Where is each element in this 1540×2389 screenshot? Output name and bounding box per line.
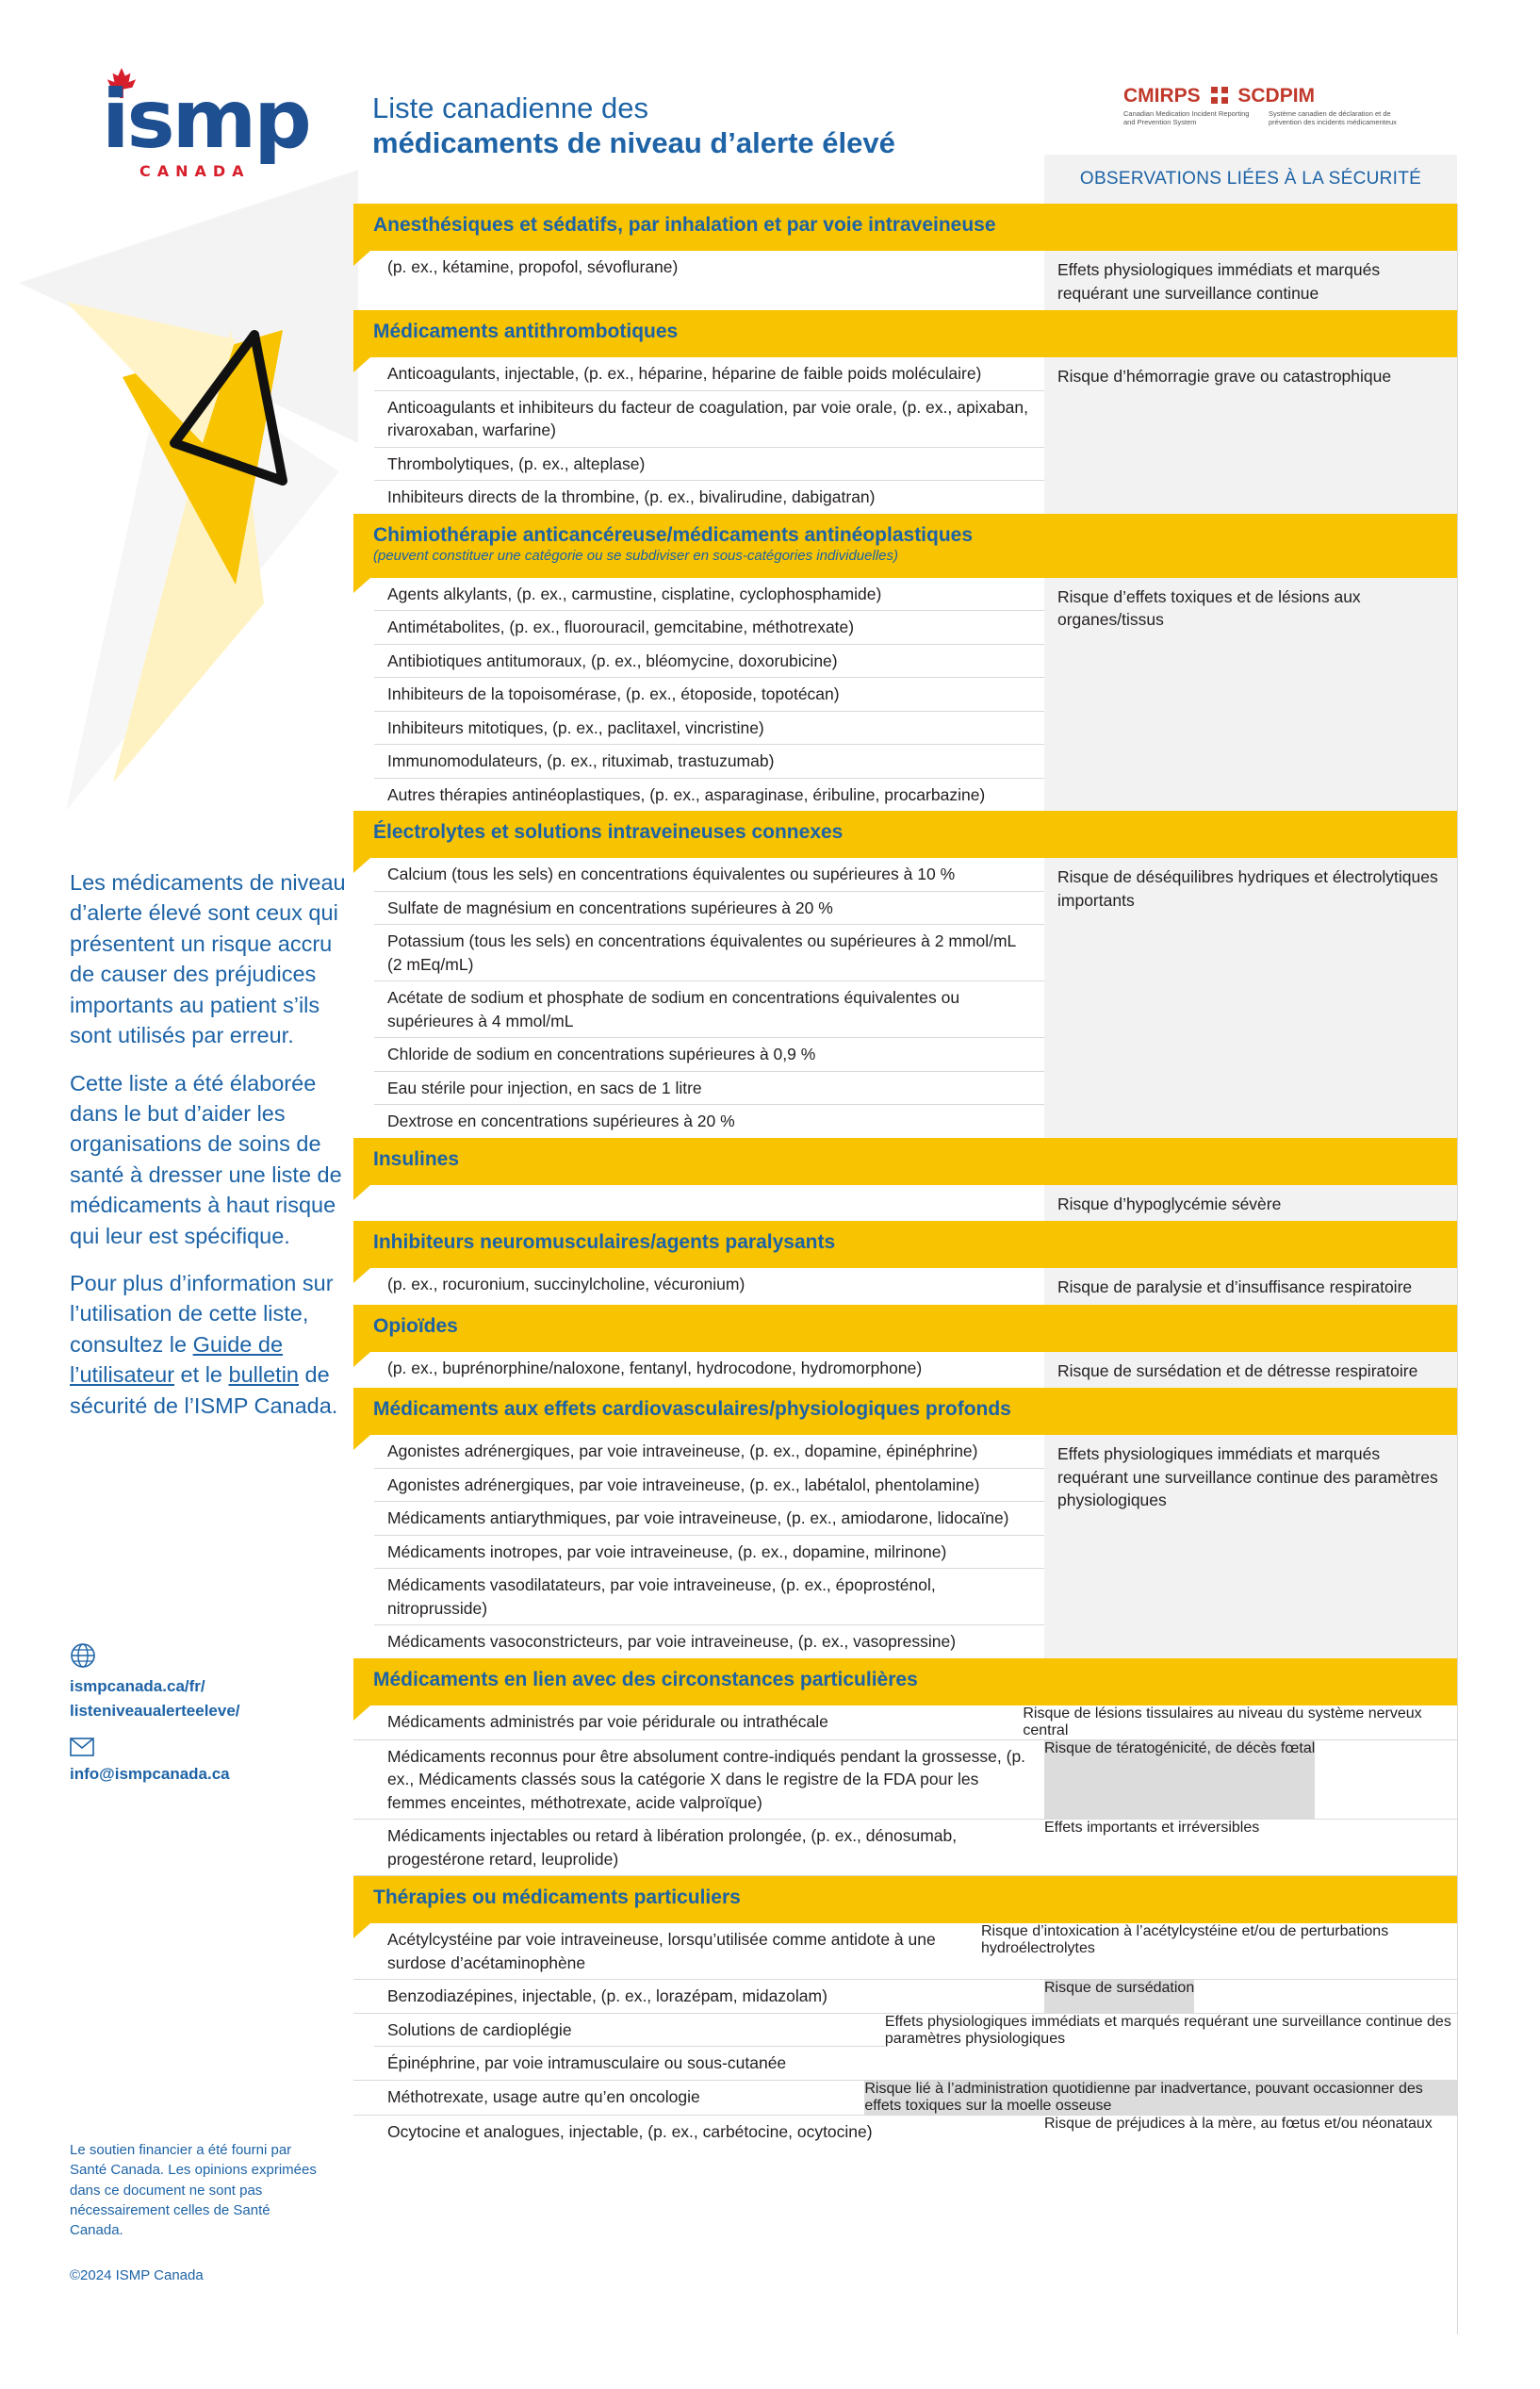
medication-item: Ocytocine et analogues, injectable, (p. ex., carbétocine, ocytocine) xyxy=(387,2121,873,2141)
medication-item: Inhibiteurs de la topoisomérase, (p. ex., étoposide, topotécan) xyxy=(374,678,1044,712)
category-header xyxy=(353,1305,1457,1352)
category-row xyxy=(353,1740,1457,1821)
copyright: ©2024 ISMP Canada xyxy=(70,2267,204,2283)
category-rows xyxy=(353,357,1457,514)
website-link-line-2[interactable]: listeniveaualerteeleve/ xyxy=(70,1702,240,1721)
category-rows xyxy=(353,1268,1457,1305)
safety-observation: Risque de déséquilibres hydriques et électrolytiques importants xyxy=(1044,858,1457,1138)
medication-list xyxy=(353,251,1044,310)
medication-item: Dextrose en concentrations supérieures à 20 % xyxy=(387,1112,735,1130)
page-title xyxy=(372,91,895,160)
safety-observation: Risque d’effets toxiques et de lésions aux organes/tissus xyxy=(1044,578,1457,812)
medication-item: Agents alkylants, (p. ex., carmustine, cisplatine, cyclophosphamide) xyxy=(374,578,1044,612)
medication-item: Anticoagulants et inhibiteurs du facteur de coagulation, par voie orale, (p. ex., apixaban, rivaroxaban, warfarine) xyxy=(374,391,1044,448)
medication-item: Immunomodulateurs, (p. ex., rituximab, trastuzumab) xyxy=(374,745,1044,779)
intro-more-info: Pour plus d’information sur l’utilisation de cette liste, consultez le Guide de l’utilisateur et le bulletin de sécurité de l’ISMP Canada. xyxy=(70,1271,338,1418)
category-rows xyxy=(353,251,1457,310)
category-header xyxy=(353,1138,1457,1185)
high-alert-medications-table xyxy=(353,204,1457,2148)
category-row xyxy=(353,2116,1457,2149)
category-row xyxy=(353,2014,1457,2081)
medication-item: Acétylcystéine par voie intraveineuse, lorsqu’utilisée comme antidote à une surdose d’acétaminophène xyxy=(387,1930,936,1972)
medication-item: Agonistes adrénergiques, par voie intraveineuse, (p. ex., labétalol, phentolamine) xyxy=(374,1469,1044,1503)
category-title: Thérapies ou médicaments particuliers xyxy=(373,1886,741,1908)
medication-list xyxy=(353,357,1044,514)
category-title: Inhibiteurs neuromusculaires/agents paralysants xyxy=(373,1231,836,1253)
medication-item xyxy=(374,1185,1044,1216)
category-header xyxy=(353,310,1457,357)
globe-icon xyxy=(70,1642,96,1669)
medication-list xyxy=(353,1820,1044,1875)
medication-item: Épinéphrine, par voie intramusculaire ou sous-cutanée xyxy=(387,2053,787,2072)
medication-item: Sulfate de magnésium en concentrations supérieures à 20 % xyxy=(374,892,1044,926)
medication-item: Médicaments injectables ou retard à libération prolongée, (p. ex., dénosumab, progestérone retard, leuprolide) xyxy=(387,1826,958,1869)
category-rows xyxy=(353,1185,1457,1222)
category-subtitle: (peuvent constituer une catégorie ou se subdiviser en sous-catégories individuelles) xyxy=(373,547,898,564)
safety-observation: Risque de tératogénicité, de décès fœtal xyxy=(1044,1740,1315,1820)
medication-item: Agonistes adrénergiques, par voie intraveineuse, (p. ex., dopamine, épinéphrine) xyxy=(374,1435,1044,1469)
category-title: Médicaments en lien avec des circonstances particulières xyxy=(373,1668,918,1690)
safety-observation: Risque d’hémorragie grave ou catastrophique xyxy=(1044,357,1457,514)
safety-observation: Risque de sursédation xyxy=(1044,1980,1194,2013)
category-rows xyxy=(353,578,1457,812)
safety-observation: Risque de sursédation et de détresse respiratoire xyxy=(1044,1352,1457,1389)
medication-item: Solutions de cardioplégie xyxy=(374,2014,885,2048)
safety-observation: Risque d’intoxication à l’acétylcystéine et/ou de perturbations hydroélectrolytes xyxy=(981,1923,1457,1979)
title-line-1: Liste canadienne des xyxy=(372,91,649,124)
category-rows xyxy=(353,1435,1457,1658)
safety-observation: Effets physiologiques immédiats et marqués requérant une surveillance continue des paramètres physiologiques xyxy=(1044,1435,1457,1658)
category-header xyxy=(353,204,1457,251)
logo-wordmark: ismp xyxy=(102,73,309,167)
medication-item: Médicaments antiarythmiques, par voie intraveineuse, (p. ex., amiodarone, lidocaïne) xyxy=(374,1502,1044,1536)
website-link-line-1[interactable]: ismpcanada.ca/fr/ xyxy=(70,1677,205,1695)
safety-observation: Risque de paralysie et d’insuffisance respiratoire xyxy=(1044,1268,1457,1305)
observations-column-header: OBSERVATIONS LIÉES À LA SÉCURITÉ xyxy=(1044,155,1457,204)
medication-item: Méthotrexate, usage autre qu’en oncologie xyxy=(387,2086,700,2106)
medication-list xyxy=(353,1268,1044,1305)
medication-list xyxy=(353,1352,1044,1389)
category-notch xyxy=(353,1705,370,1721)
category-header xyxy=(353,1658,1457,1705)
medication-list xyxy=(353,1740,1044,1820)
category-row xyxy=(353,1820,1457,1876)
category-header xyxy=(353,1876,1457,1923)
category-title: Anesthésiques et sédatifs, par inhalation et par voie intraveineuse xyxy=(373,214,996,236)
category-header xyxy=(353,514,1457,578)
medication-item: Eau stérile pour injection, en sacs de 1 litre xyxy=(374,1072,1044,1106)
medication-list xyxy=(353,2081,864,2115)
category-row xyxy=(353,2081,1457,2116)
medication-item: Calcium (tous les sels) en concentrations équivalentes ou supérieures à 10 % xyxy=(374,858,1044,892)
category-title: Opioïdes xyxy=(373,1314,458,1337)
medication-item: Médicaments administrés par voie péridurale ou intrathécale xyxy=(387,1711,828,1731)
medication-item: (p. ex., rocuronium, succinylcholine, vécuronium) xyxy=(387,1275,745,1293)
category-row xyxy=(353,1980,1457,2014)
title-line-2: médicaments de niveau d’alerte élevé xyxy=(372,126,895,160)
medication-item: Médicaments reconnus pour être absolument contre-indiqués pendant la grossesse, (p. ex., Médicaments classés sous la catégorie X dans le registre de la FDA pour les femmes enceintes, méthotrexate, acide valproïque) xyxy=(387,1746,1026,1812)
medication-item: (p. ex., buprénorphine/naloxone, fentanyl, hydrocodone, hydromorphone) xyxy=(387,1358,923,1377)
safety-observation: Effets importants et irréversibles xyxy=(1044,1820,1259,1875)
medication-item: Antimétabolites, (p. ex., fluorouracil, gemcitabine, méthotrexate) xyxy=(374,611,1044,645)
medication-item: Inhibiteurs directs de la thrombine, (p. ex., bivalirudine, dabigatran) xyxy=(387,487,876,506)
medication-item: Potassium (tous les sels) en concentrations équivalentes ou supérieures à 2 mmol/mL (2 mEq/mL) xyxy=(374,925,1044,981)
safety-observation: Risque de préjudices à la mère, au fœtus et/ou néonataux xyxy=(1044,2116,1433,2149)
bulletin-link[interactable]: bulletin xyxy=(228,1362,299,1388)
medication-list xyxy=(353,1980,1044,2013)
cmirps-label: CMIRPS xyxy=(1123,85,1201,107)
medication-list xyxy=(353,1435,1044,1658)
medication-item: (p. ex., kétamine, propofol, sévoflurane) xyxy=(387,257,679,276)
medication-list xyxy=(353,1923,981,1979)
user-guide-link[interactable]: Guide de l’utilisateur xyxy=(70,1331,284,1388)
category-header xyxy=(353,1221,1457,1268)
safety-observation: Effets physiologiques immédiats et marqués requérant une surveillance continue xyxy=(1044,251,1457,310)
ismp-canada-logo xyxy=(102,68,319,181)
logo-subtitle: CANADA xyxy=(139,162,251,180)
medication-list xyxy=(353,578,1044,812)
category-rows xyxy=(353,858,1457,1138)
safety-observation: Risque de lésions tissulaires au niveau du système nerveux central xyxy=(1023,1705,1457,1739)
safety-observation: Risque d’hypoglycémie sévère xyxy=(1044,1185,1457,1222)
cmirps-logo xyxy=(1123,85,1425,130)
medication-item: Inhibiteurs mitotiques, (p. ex., paclitaxel, vincristine) xyxy=(374,712,1044,746)
category-title: Médicaments antithrombotiques xyxy=(373,321,679,342)
category-notch xyxy=(353,1923,370,1938)
category-rows xyxy=(353,1352,1457,1389)
category-header xyxy=(353,811,1457,858)
table-right-border xyxy=(1457,204,1458,2334)
intro-definition: Les médicaments de niveau d’alerte élevé sont ceux qui présentent un risque accru de causer des préjudices importants au patient s’ils sont utilisés par erreur. xyxy=(70,870,346,1048)
medication-item: Médicaments vasodilatateurs, par voie intraveineuse, (p. ex., époprosténol, nitroprusside) xyxy=(374,1569,1044,1625)
funding-footnote: Le soutien financier a été fourni par Santé Canada. Les opinions exprimées dans ce document ne sont pas nécessairement celles de Santé Canada. xyxy=(70,2142,317,2239)
category-title: Insulines xyxy=(373,1147,460,1170)
category-header xyxy=(353,1388,1457,1435)
contact-info xyxy=(70,1642,352,1787)
email-link[interactable]: info@ismpcanada.ca xyxy=(70,1764,230,1783)
envelope-icon xyxy=(70,1738,94,1756)
category-title: Médicaments aux effets cardiovasculaires/physiologiques profonds xyxy=(373,1398,1011,1420)
category-title: Chimiothérapie anticancéreuse/médicaments antinéoplastiques xyxy=(373,523,974,546)
medication-item: Anticoagulants, injectable, (p. ex., héparine, héparine de faible poids moléculaire) xyxy=(374,357,1044,391)
medication-list xyxy=(353,2116,1044,2149)
medication-item: Autres thérapies antinéoplastiques, (p. ex., asparaginase, éribuline, procarbazine) xyxy=(387,784,986,804)
medication-item: Thrombolytiques, (p. ex., alteplase) xyxy=(374,448,1044,482)
safety-observation: Effets physiologiques immédiats et marqués requérant une surveillance continue des paramètres physiologiques xyxy=(885,2014,1457,2080)
sidebar-intro xyxy=(70,867,352,1438)
medication-list xyxy=(353,858,1044,1138)
safety-observation: Risque lié à l’administration quotidienne par inadvertance, pouvant occasionner des effets toxiques sur la moelle osseuse xyxy=(864,2081,1457,2115)
category-row xyxy=(353,1923,1457,1980)
medication-item: Médicaments vasoconstricteurs, par voie intraveineuse, (p. ex., vasopressine) xyxy=(387,1632,957,1651)
intro-purpose: Cette liste a été élaborée dans le but d’aider les organisations de soins de santé à dresser une liste de médicaments à haut risque qui leur est spécifique. xyxy=(70,1070,342,1248)
medication-item: Antibiotiques antitumoraux, (p. ex., bléomycine, doxorubicine) xyxy=(374,645,1044,679)
medication-item: Chloride de sodium en concentrations supérieures à 0,9 % xyxy=(374,1038,1044,1072)
category-title: Électrolytes et solutions intraveineuses connexes xyxy=(373,821,844,843)
medication-item: Acétate de sodium et phosphate de sodium en concentrations équivalentes ou supérieures à 4 mmol/mL xyxy=(374,981,1044,1038)
category-row xyxy=(353,1705,1457,1740)
medication-item: Médicaments inotropes, par voie intraveineuse, (p. ex., dopamine, milrinone) xyxy=(374,1536,1044,1570)
medication-list xyxy=(353,1705,1023,1739)
scdpim-subtitle: Système canadien de déclaration et de prévention des incidents médicamenteux xyxy=(1269,109,1397,126)
medication-list xyxy=(353,2014,885,2080)
medication-item: Benzodiazépines, injectable, (p. ex., lorazépam, midazolam) xyxy=(387,1986,827,2005)
scdpim-label: SCDPIM xyxy=(1237,85,1316,107)
cmirps-subtitle: Canadian Medication Incident Reporting and Prevention System xyxy=(1123,109,1250,126)
medication-list xyxy=(353,1185,1044,1222)
cross-icon xyxy=(1210,86,1229,105)
